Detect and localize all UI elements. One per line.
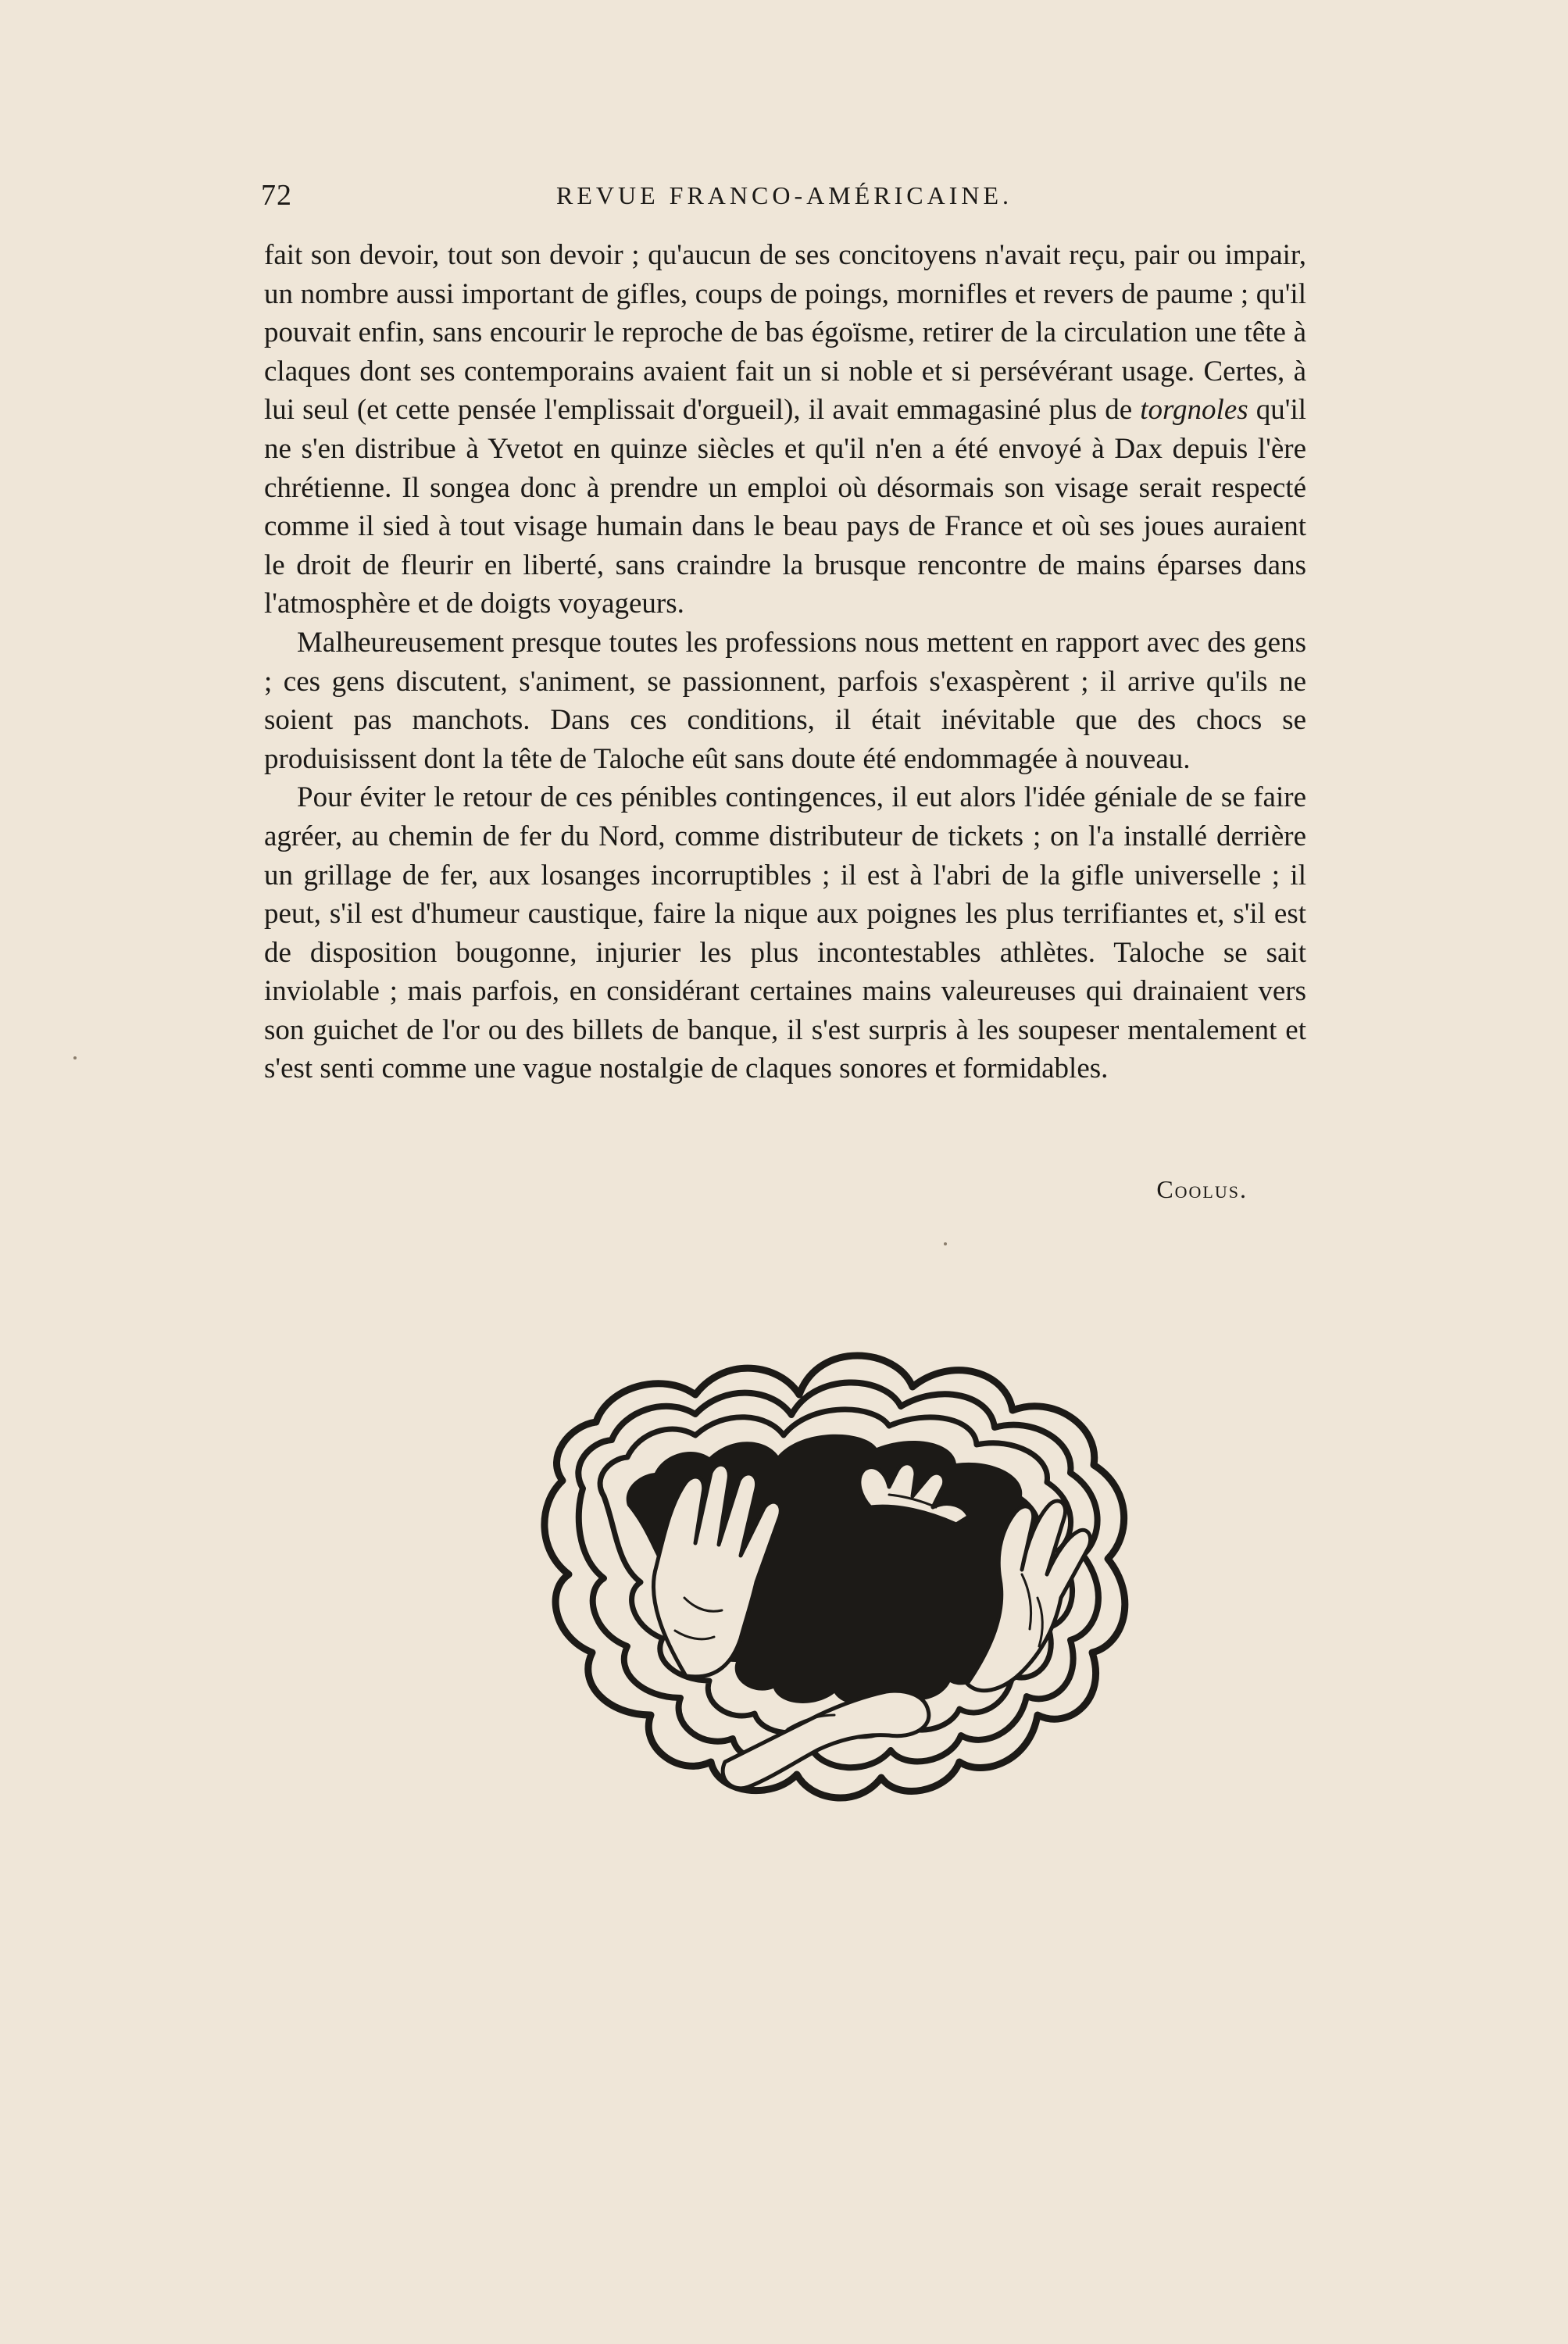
- paragraph-2: Malheureusement presque toutes les professions nous mettent en rapport avec des gens ; ces gens discutent, s'animent, se passionnent, parfois s'exaspèrent ; il arrive qu'ils ne soient pas manchots. Dans ces conditions, il était inévitable que des chocs se produisissent dont la tête de Taloche eût sans doute été endommagée à nouveau.: [264, 626, 1306, 775]
- hands-vignette-illustration: [491, 1340, 1156, 1809]
- running-title: REVUE FRANCO-AMÉRICAINE.: [556, 181, 1013, 209]
- paragraph-3: Pour éviter le retour de ces pénibles contingences, il eut alors l'idée géniale de se faire agréer, au chemin de fer du Nord, comme distributeur de tickets ; on l'a installé derrière un grillage de fer, aux losanges incorruptibles ; il est à l'abri de la gifle universelle ; il peut, s'il est d'humeur caustique, faire la nique aux poignes les plus terrifiantes et, s'il est de disposition bougonne, injurier les plus incontestables athlètes. Taloche se sait inviolable ; mais parfois, en considérant certaines mains valeureuses qui drainaient vers son guichet de l'or ou des billets de banque, il s'est surpris à les soupeser mentalement et s'est senti comme une vague nostalgie de claques sonores et formidables.: [264, 781, 1306, 1085]
- page-header: [261, 178, 1308, 225]
- italic-word: torgnoles: [1140, 394, 1248, 427]
- article-body: [264, 236, 1306, 1088]
- paragraph-1-text-continued: qu'il ne s'en distribue à Yvetot en quinze siècles et qu'il n'en a été envoyé à Dax depuis l'ère chrétienne. Il songea donc à prendre un emploi où désormais son visage serait respecté comme il sied à tout visage humain dans le beau pays de France et où ses joues auraient le droit de fleurir en liberté, sans craindre la brusque rencontre de mains éparses dans l'atmosphère et de doigts voyageurs.: [264, 394, 1307, 620]
- paragraph-1-text: fait son devoir, tout son devoir ; qu'aucun de ses concitoyens n'avait reçu, pair ou impair, un nombre aussi important de gifles, coups de poings, mornifles et revers de paume ; qu'il pouvait enfin, sans encourir le reproche de bas égoïsme, retirer de la circulation une tête à claques dont ses contemporains avaient fait un si noble et si persévérant usage. Certes, à lui seul (et cette pensée l'emplissait d'orgueil), il avait emmagasiné plus de: [264, 239, 1306, 427]
- paper-speck: [73, 1056, 77, 1059]
- author-signature: Coolus.: [1156, 1175, 1248, 1203]
- page-number: 72: [261, 179, 292, 212]
- paper-speck: [944, 1242, 947, 1245]
- lower-hand: [723, 1691, 929, 1788]
- paragraph-1: [264, 236, 1306, 624]
